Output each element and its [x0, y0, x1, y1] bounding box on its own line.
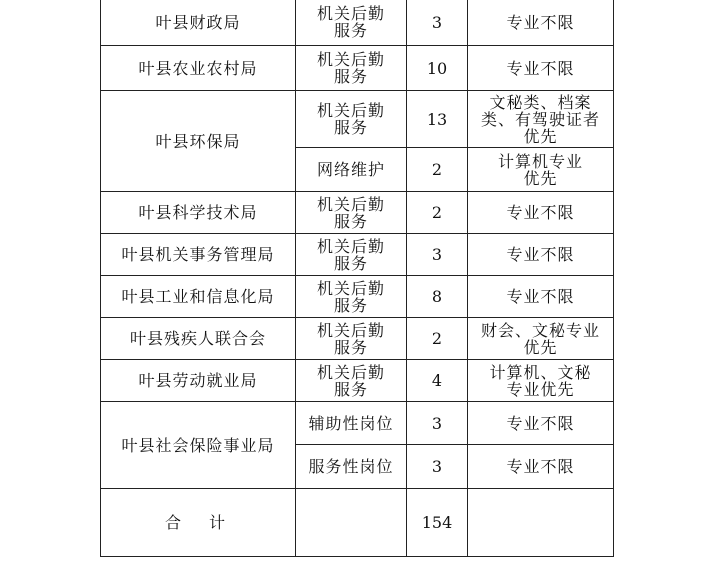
- position-cell: 机关后勤 服务: [296, 360, 407, 402]
- table-row: [101, 402, 614, 445]
- headcount-cell: 3: [407, 0, 468, 46]
- headcount-cell: 3: [407, 445, 468, 489]
- unit-name-cell: 叶县农业农村局: [101, 46, 296, 91]
- total-row: [101, 489, 614, 557]
- unit-name-cell: 叶县社会保险事业局: [101, 402, 296, 489]
- requirement-cell: 专业不限: [468, 192, 614, 234]
- position-cell: 服务性岗位: [296, 445, 407, 489]
- unit-name-cell: 叶县环保局: [101, 91, 296, 192]
- requirement-cell: 专业不限: [468, 402, 614, 445]
- requirement-cell: 专业不限: [468, 445, 614, 489]
- position-cell: 机关后勤 服务: [296, 192, 407, 234]
- table-row: [101, 46, 614, 91]
- table-row: [101, 360, 614, 402]
- total-count-cell: 154: [407, 489, 468, 557]
- unit-name-cell: 叶县工业和信息化局: [101, 276, 296, 318]
- unit-name-cell: 叶县机关事务管理局: [101, 234, 296, 276]
- requirement-cell: 专业不限: [468, 276, 614, 318]
- total-empty-cell: [296, 489, 407, 557]
- unit-name-cell: 叶县劳动就业局: [101, 360, 296, 402]
- table-row: [101, 0, 614, 46]
- headcount-cell: 2: [407, 318, 468, 360]
- position-cell: 机关后勤 服务: [296, 0, 407, 46]
- headcount-cell: 4: [407, 360, 468, 402]
- headcount-cell: 13: [407, 91, 468, 148]
- headcount-cell: 3: [407, 234, 468, 276]
- unit-name-cell: 叶县科学技术局: [101, 192, 296, 234]
- headcount-cell: 2: [407, 148, 468, 192]
- position-cell: 机关后勤 服务: [296, 46, 407, 91]
- requirement-cell: 财会、文秘专业 优先: [468, 318, 614, 360]
- position-cell: 辅助性岗位: [296, 402, 407, 445]
- requirement-cell: 专业不限: [468, 0, 614, 46]
- table-row: [101, 192, 614, 234]
- unit-name-cell: 叶县财政局: [101, 0, 296, 46]
- table-row: [101, 318, 614, 360]
- position-cell: 机关后勤 服务: [296, 276, 407, 318]
- headcount-cell: 10: [407, 46, 468, 91]
- requirement-cell: 文秘类、档案 类、有驾驶证者 优先: [468, 91, 614, 148]
- position-cell: 机关后勤 服务: [296, 91, 407, 148]
- headcount-cell: 2: [407, 192, 468, 234]
- positions-table: [100, 0, 614, 557]
- table-row: [101, 91, 614, 148]
- requirement-cell: 计算机专业 优先: [468, 148, 614, 192]
- requirement-cell: 计算机、文秘 专业优先: [468, 360, 614, 402]
- table-row: [101, 234, 614, 276]
- requirement-cell: 专业不限: [468, 234, 614, 276]
- position-cell: 机关后勤 服务: [296, 318, 407, 360]
- headcount-cell: 8: [407, 276, 468, 318]
- total-empty-cell: [468, 489, 614, 557]
- table-row: [101, 276, 614, 318]
- requirement-cell: 专业不限: [468, 46, 614, 91]
- headcount-cell: 3: [407, 402, 468, 445]
- total-label-cell: 合 计: [101, 489, 296, 557]
- unit-name-cell: 叶县残疾人联合会: [101, 318, 296, 360]
- position-cell: 机关后勤 服务: [296, 234, 407, 276]
- position-cell: 网络维护: [296, 148, 407, 192]
